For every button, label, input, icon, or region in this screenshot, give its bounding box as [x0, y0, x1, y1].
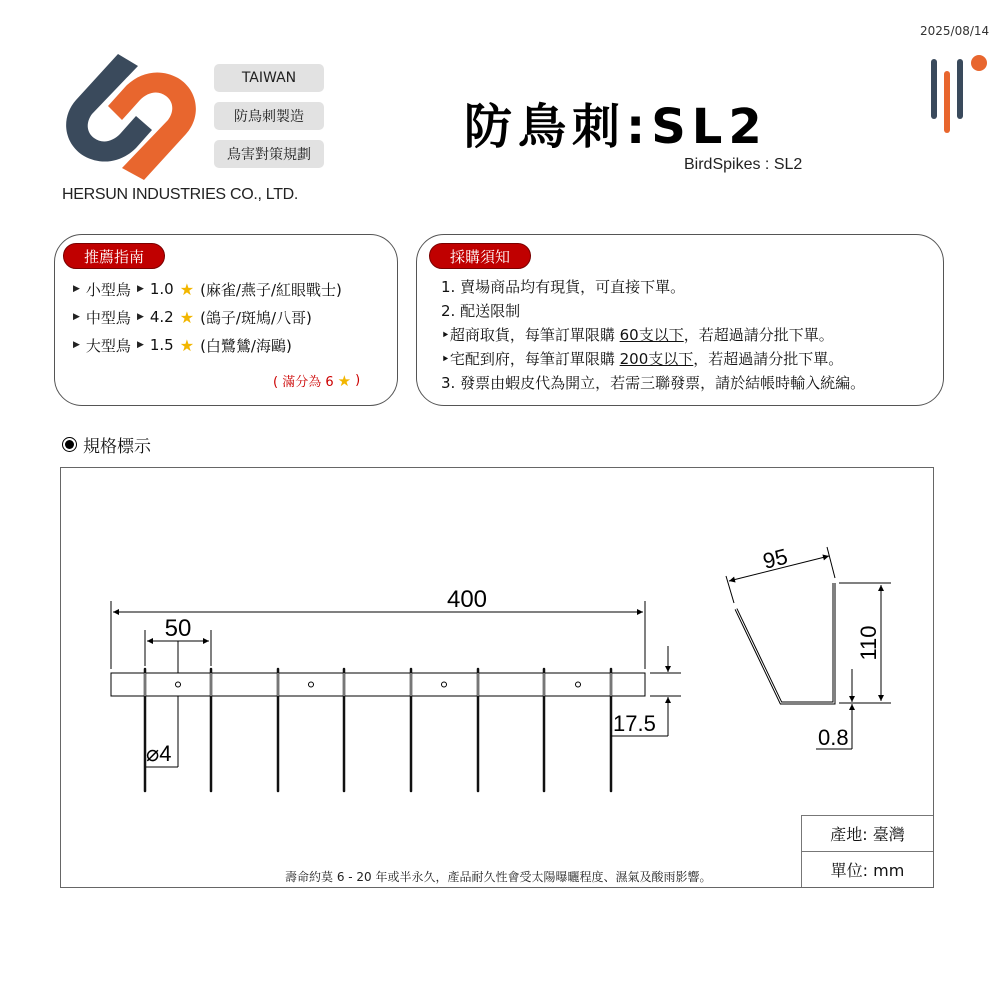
spec-drawing-box	[60, 467, 934, 888]
dim-rail-height: 17.5	[613, 711, 656, 736]
purchase-line-3	[441, 323, 865, 347]
unit-cell: 單位: mm	[801, 851, 933, 887]
purchase-line-2: 2. 配送限制	[441, 302, 521, 320]
spec-section-title	[62, 432, 151, 457]
star-icon: ★	[337, 371, 352, 390]
purchase-line-1: 1. 賣場商品均有現貨，可直接下單。	[441, 278, 686, 296]
tag-taiwan: TAIWAN	[214, 64, 324, 92]
bird-score: 4.2	[149, 308, 174, 326]
purchase-line-4	[441, 347, 865, 371]
score-note	[273, 371, 360, 390]
tag-manufacture: 防鳥刺製造	[214, 102, 324, 130]
bird-examples: (白鷺鷥/海鷗)	[200, 336, 292, 355]
brand-bars-icon	[926, 52, 996, 134]
limit-delivery: 200支以下	[619, 350, 694, 368]
recommend-row-small	[73, 275, 342, 303]
bird-size: 大型鳥	[85, 336, 131, 355]
dim-thickness: 0.8	[818, 725, 849, 750]
score-note-close: )	[355, 373, 361, 388]
company-logo-icon	[56, 52, 206, 182]
page-subtitle: BirdSpikes : SL2	[684, 156, 803, 173]
triangle-bullet-icon: ▶	[73, 312, 80, 322]
bird-examples: (麻雀/燕子/紅眼戰士)	[200, 280, 342, 299]
bird-score: 1.0	[149, 280, 174, 298]
star-icon: ★	[179, 335, 195, 355]
bird-examples: (鴿子/斑鳩/八哥)	[200, 308, 312, 327]
purchase-card	[416, 234, 944, 406]
line4-pre: ‣宅配到府，每筆訂單限購	[441, 350, 620, 368]
star-icon: ★	[179, 279, 195, 299]
radio-bullet-icon	[62, 437, 77, 452]
origin-cell: 產地: 臺灣	[801, 815, 933, 851]
line3-pre: ‣超商取貨，每筆訂單限購	[441, 326, 620, 344]
recommend-badge: 推薦指南	[63, 243, 165, 269]
dim-height: 110	[856, 625, 881, 661]
line3-post: ，若超過請分批下單。	[683, 326, 834, 344]
triangle-bullet-icon: ▶	[136, 312, 144, 322]
dim-hole: ⌀4	[146, 741, 172, 766]
star-icon: ★	[179, 307, 195, 327]
purchase-badge: 採購須知	[429, 243, 531, 269]
line4-post: ，若超過請分批下單。	[693, 350, 844, 368]
company-name: HERSUN INDUSTRIES CO., LTD.	[62, 186, 299, 203]
spec-section-label: 規格標示	[83, 437, 151, 457]
purchase-list	[441, 275, 865, 395]
date-stamp: 2025/08/14	[920, 24, 990, 38]
score-note-text: ( 滿分為 6	[273, 375, 334, 390]
triangle-bullet-icon: ▶	[136, 284, 144, 294]
recommend-row-large	[73, 331, 342, 359]
lifespan-note: 壽命約莫 6 - 20 年或半永久，產品耐久性會受太陽曝曬程度、濕氣及酸雨影響。	[285, 870, 712, 884]
dim-length: 400	[446, 586, 488, 613]
bird-score: 1.5	[149, 336, 174, 354]
recommend-card	[54, 234, 398, 406]
limit-convenience: 60支以下	[619, 326, 684, 344]
dim-spacing: 50	[164, 615, 192, 642]
page-title: 防鳥刺:SL2	[464, 99, 768, 155]
triangle-bullet-icon: ▶	[136, 340, 144, 350]
recommend-list	[73, 275, 342, 359]
bird-size: 小型鳥	[85, 280, 131, 299]
recommend-row-medium	[73, 303, 342, 331]
purchase-line-5: 3. 發票由蝦皮代為開立，若需三聯發票，請於結帳時輸入統編。	[441, 374, 866, 392]
tag-planning: 鳥害對策規劃	[214, 140, 324, 168]
triangle-bullet-icon: ▶	[73, 284, 80, 294]
bird-size: 中型鳥	[85, 308, 131, 327]
triangle-bullet-icon: ▶	[73, 340, 80, 350]
dim-top-width: 95	[760, 543, 791, 574]
